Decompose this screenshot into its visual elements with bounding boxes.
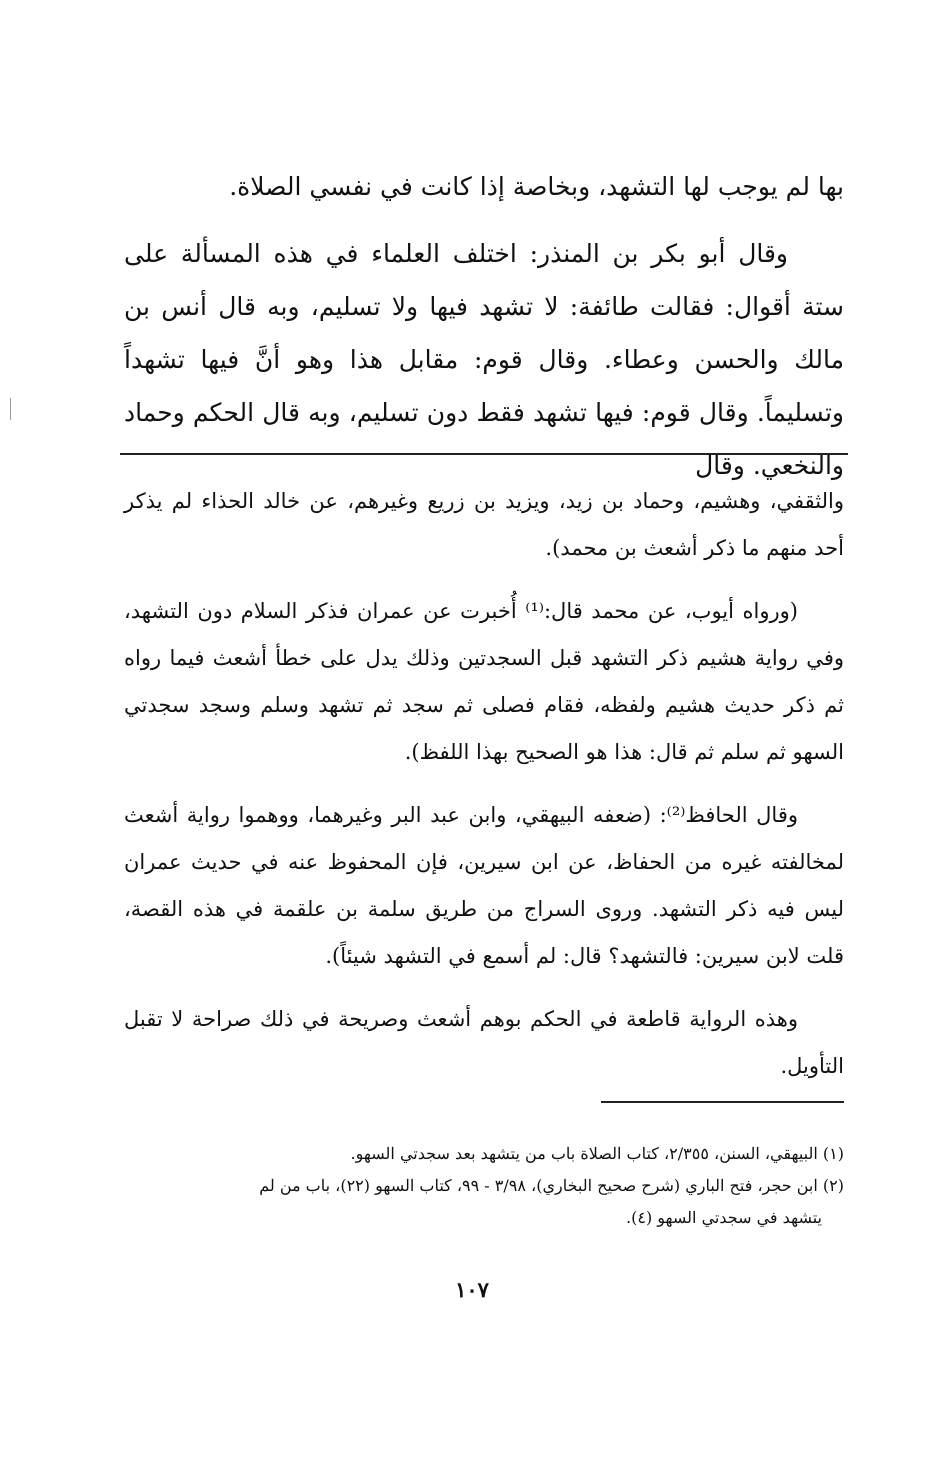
- margin-mark: [10, 398, 11, 420]
- main-paragraph-1: بها لم يوجب لها التشهد، وبخاصة إذا كانت في نفسي الصلاة.: [229, 172, 844, 201]
- commentary-paragraph-4: وهذه الرواية قاطعة في الحكم بوهم أشعث وصريحة في ذلك صراحة لا تقبل التأويل.: [124, 1007, 844, 1078]
- footnote-2-continuation: يتشهد في سجدتي السهو (٤).: [626, 1208, 822, 1227]
- commentary-paragraph-3: وقال الحافظ⁽²⁾: (ضعفه البيهقي، وابن عبد البر وغيرهما، ووهموا رواية أشعث لمخالفته غيره من الحفاظ، عن ابن سيرين، فإن المحفوظ عنه في حديث عمران ليس فيه ذكر التشهد. وروى السراج من طريق سلمة بن علقمة في هذه القصة، قلت لابن سيرين: فالتشهد؟ قال: لم أسمع في التشهد شيئاً).: [124, 803, 844, 968]
- footnote-1: (١) البيهقي، السنن، ٢/٣٥٥، كتاب الصلاة باب من يتشهد بعد سجدتي السهو.: [350, 1144, 844, 1163]
- section-divider: [120, 453, 848, 455]
- commentary-paragraph-2: (ورواه أيوب، عن محمد قال:⁽¹⁾ أُخبرت عن عمران فذكر السلام دون التشهد، وفي رواية هشيم ذكر التشهد قبل السجدتين وذلك يدل على خطأ أشعث فيما رواه ثم ذكر حديث هشيم ولفظه، فقام فصلى ثم سجد ثم تشهد وسلم وسجد سجدتي السهو ثم سلم ثم قال: هذا هو الصحيح بهذا اللفظ).: [124, 599, 844, 764]
- commentary-text: [124, 478, 844, 1106]
- footnote-rule: [601, 1101, 844, 1103]
- footnotes: [124, 1138, 844, 1234]
- main-paragraph-2: وقال أبو بكر بن المنذر: اختلف العلماء في هذه المسألة على ستة أقوال: فقالت طائفة: لا تشهد فيها ولا تسليم، وبه قال أنس بن مالك والحسن وعطاء. وقال قوم: مقابل هذا وهو أنَّ فيها تشهداً وتسليماً. وقال قوم: فيها تشهد فقط دون تسليم، وبه قال الحكم وحماد والنخعي. وقال: [124, 239, 844, 480]
- footnote-2: (٢) ابن حجر، فتح الباري (شرح صحيح البخاري)، ٣/٩٨ - ٩٩، كتاب السهو (٢٢)، باب من لم: [259, 1176, 844, 1195]
- page-number: ١٠٧: [455, 1277, 489, 1302]
- commentary-paragraph-1: والثقفي، وهشيم، وحماد بن زيد، ويزيد بن زريع وغيرهم، عن خالد الحذاء لم يذكر أحد منهم ما ذكر أشعث بن محمد).: [124, 489, 844, 560]
